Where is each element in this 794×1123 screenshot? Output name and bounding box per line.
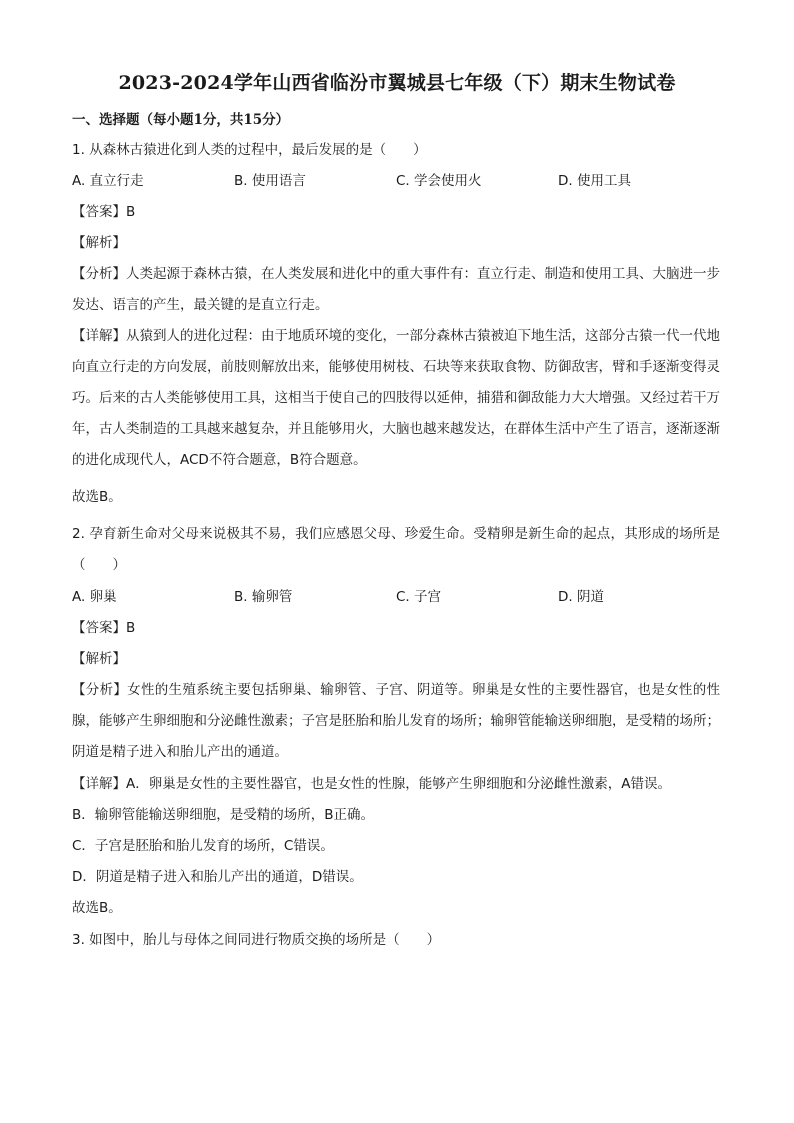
q1-conclusion: 故选B。 <box>72 489 122 505</box>
q1-jiexi-label: 【解析】 <box>72 235 126 251</box>
q2-conclusion: 故选B。 <box>72 900 122 916</box>
q1-option-d: D. 使用工具 <box>558 173 631 189</box>
q3-stem: 3. 如图中，胎儿与母体之间同进行物质交换的场所是（ ） <box>72 932 441 948</box>
q2-detail-b: B．输卵管能输送卵细胞，是受精的场所，B正确。 <box>72 807 375 823</box>
q2-stem: 2. 孕育新生命对父母来说极其不易，我们应感恩父母、珍爱生命。受精卵是新生命的起点，其形成的场所是（ ） <box>72 526 720 573</box>
q1-stem: 1. 从森林古猿进化到人类的过程中，最后发展的是（ ） <box>72 142 427 158</box>
q1-detail: 【详解】从猿到人的进化过程：由于地质环境的变化，一部分森林古猿被迫下地生活，这部分古猿一代一代地向直立行走的方向发展，前肢则解放出来，能够使用树枝、石块等来获取食物、防御敌害，臂和手逐渐变得灵巧。后来的古人类能够使用工具，这相当于使自己的四肢得以延伸，捕猎和御敌能力大大增强。又经过若干万年，古人类制造的工具越来越复杂，并且能够用火，大脑也越来越发达，在群体生活中产生了语言，逐渐逐渐的进化成现代人，ACD不符合题意，B符合题意。 <box>72 328 720 468</box>
page-title: 2023-2024学年山西省临汾市翼城县七年级（下）期末生物试卷 <box>118 72 676 94</box>
q2-option-a: A. 卵巢 <box>72 589 117 605</box>
q2-detail-c: C．子宫是胚胎和胎儿发育的场所，C错误。 <box>72 838 334 854</box>
q2-option-c: C. 子宫 <box>396 589 442 605</box>
q2-option-b: B. 输卵管 <box>234 589 293 605</box>
q1-option-c: C. 学会使用火 <box>396 173 482 189</box>
q1-option-a: A. 直立行走 <box>72 173 144 189</box>
q2-analysis: 【分析】女性的生殖系统主要包括卵巢、输卵管、子宫、阴道等。卵巢是女性的主要性器官，也是女性的性腺，能够产生卵细胞和分泌雌性激素；子宫是胚胎和胎儿发育的场所；输卵管能输送卵细胞，是受精的场所；阴道是精子进入和胎儿产出的通道。 <box>72 682 720 760</box>
section-heading: 一、选择题（每小题1分，共15分） <box>72 112 290 128</box>
q2-answer: 【答案】B <box>72 620 136 636</box>
q1-option-b: B. 使用语言 <box>234 173 306 189</box>
q2-detail-a: 【详解】A．卵巢是女性的主要性器官，也是女性的性腺，能够产生卵细胞和分泌雌性激素，A错误。 <box>72 776 671 792</box>
q2-jiexi-label: 【解析】 <box>72 651 126 667</box>
q2-option-d: D. 阴道 <box>558 589 604 605</box>
q1-answer: 【答案】B <box>72 204 136 220</box>
q1-analysis: 【分析】人类起源于森林古猿，在人类发展和进化中的重大事件有：直立行走、制造和使用工具、大脑进一步发达、语言的产生，最关键的是直立行走。 <box>72 266 720 313</box>
q2-detail-d: D．阴道是精子进入和胎儿产出的通道，D错误。 <box>72 869 363 885</box>
